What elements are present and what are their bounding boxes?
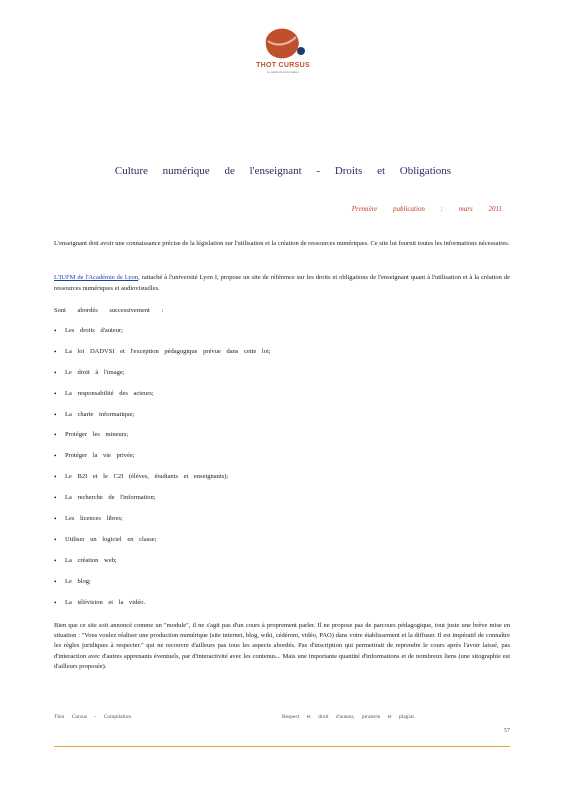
- paragraph-iufm-text: , rattaché à l'université Lyon I, propose un site de référence sur les droits et obligations de l'enseignant quant à l'utilisation et à la création de ressources numériques et audiovisuelles.: [54, 274, 510, 292]
- page-title: Culture numérique de l'enseignant - Droits et Obligations: [114, 165, 452, 177]
- list-item: • La charte informatique;: [54, 405, 510, 426]
- paragraph-review: Bien que ce site soit annoncé comme un "module", il ne s'agit pas d'un cours à proprement parler. Il ne propose pas de parcours pédagogique, tout juste une brève mise en situation : "Vous voulez réaliser une production numérique (site internet, blog, wiki, cédérom, vidéo, PAO) dans votre établissement et la diffuser. Il est impératif de connaître les règles juridiques à respecter." qui ne recouvre d'ailleurs pas tous les aspects abordés. Pas d'inscription qui permettrait de reprendre le cours après l'avoir laissé, pas d'interaction avec d'autres apprenants éventuels, par d'interactivité avec les contenus... Mais une importante quantité d'informations et de nombreux liens (une sitographie est d'ailleurs proposée).: [54, 622, 510, 670]
- bullet-icon: •: [54, 368, 57, 377]
- list-item: • Protéger la vie privée;: [54, 446, 510, 467]
- list-item: • La responsabilité des acteurs;: [54, 384, 510, 405]
- bullet-icon: •: [54, 535, 57, 544]
- iufm-link[interactable]: L'IUFM de l'Académie de Lyon: [54, 274, 139, 281]
- publication-date: Première publication : mars 2011: [351, 205, 502, 213]
- bullet-icon: •: [54, 389, 57, 398]
- list-item: • Protéger les mineurs;: [54, 425, 510, 446]
- bullet-icon: •: [54, 347, 57, 356]
- list-item: • Le blog;: [54, 572, 510, 593]
- bullet-icon: •: [54, 598, 57, 607]
- bullet-icon: •: [54, 452, 57, 461]
- footer-divider: [54, 746, 510, 747]
- paragraph-iufm: [54, 273, 510, 294]
- list-item: • Le droit à l'image;: [54, 363, 510, 384]
- list-item: • La télévision et la vidéo.: [54, 593, 510, 614]
- bullet-icon: •: [54, 473, 57, 482]
- list-item: • La recherche de l'information;: [54, 488, 510, 509]
- footer-left: Thot Cursus - Compilation: [54, 714, 132, 720]
- list-item: • Utiliser un logiciel en classe;: [54, 530, 510, 551]
- list-item: • Le B2I et le C2I (élèves, étudiants et enseignants);: [54, 467, 510, 488]
- paragraph-intro: L'enseignant doit avoir une connaissance précise de la législation sur l'utilisation et la création de ressources numériques. Ce site lui fournit toutes les informations nécessaires.: [54, 240, 510, 247]
- list-item: • La loi DADVSI et l'exception pédagogique prévue dans cette loi;: [54, 342, 510, 363]
- bullet-icon: •: [54, 577, 57, 586]
- bullet-icon: •: [54, 431, 57, 440]
- list-item: • Les licences libres;: [54, 509, 510, 530]
- bullet-icon: •: [54, 410, 57, 419]
- list-intro: Sont abordés successivement :: [54, 307, 164, 314]
- list-item: • La création web;: [54, 551, 510, 572]
- logo-brand: THOT CURSUS: [256, 62, 310, 69]
- bullet-icon: •: [54, 556, 57, 565]
- topics-list: [54, 321, 510, 613]
- footer-right: Respect et droit d'auteur, piraterie et plagiat: [282, 714, 414, 720]
- page-number: 57: [504, 728, 510, 734]
- list-item: • Les droits d'auteur;: [54, 321, 510, 342]
- bullet-icon: •: [54, 327, 57, 335]
- bullet-icon: •: [54, 515, 57, 524]
- bullet-icon: •: [54, 494, 57, 503]
- logo-tagline: le portail de la formation: [266, 70, 300, 74]
